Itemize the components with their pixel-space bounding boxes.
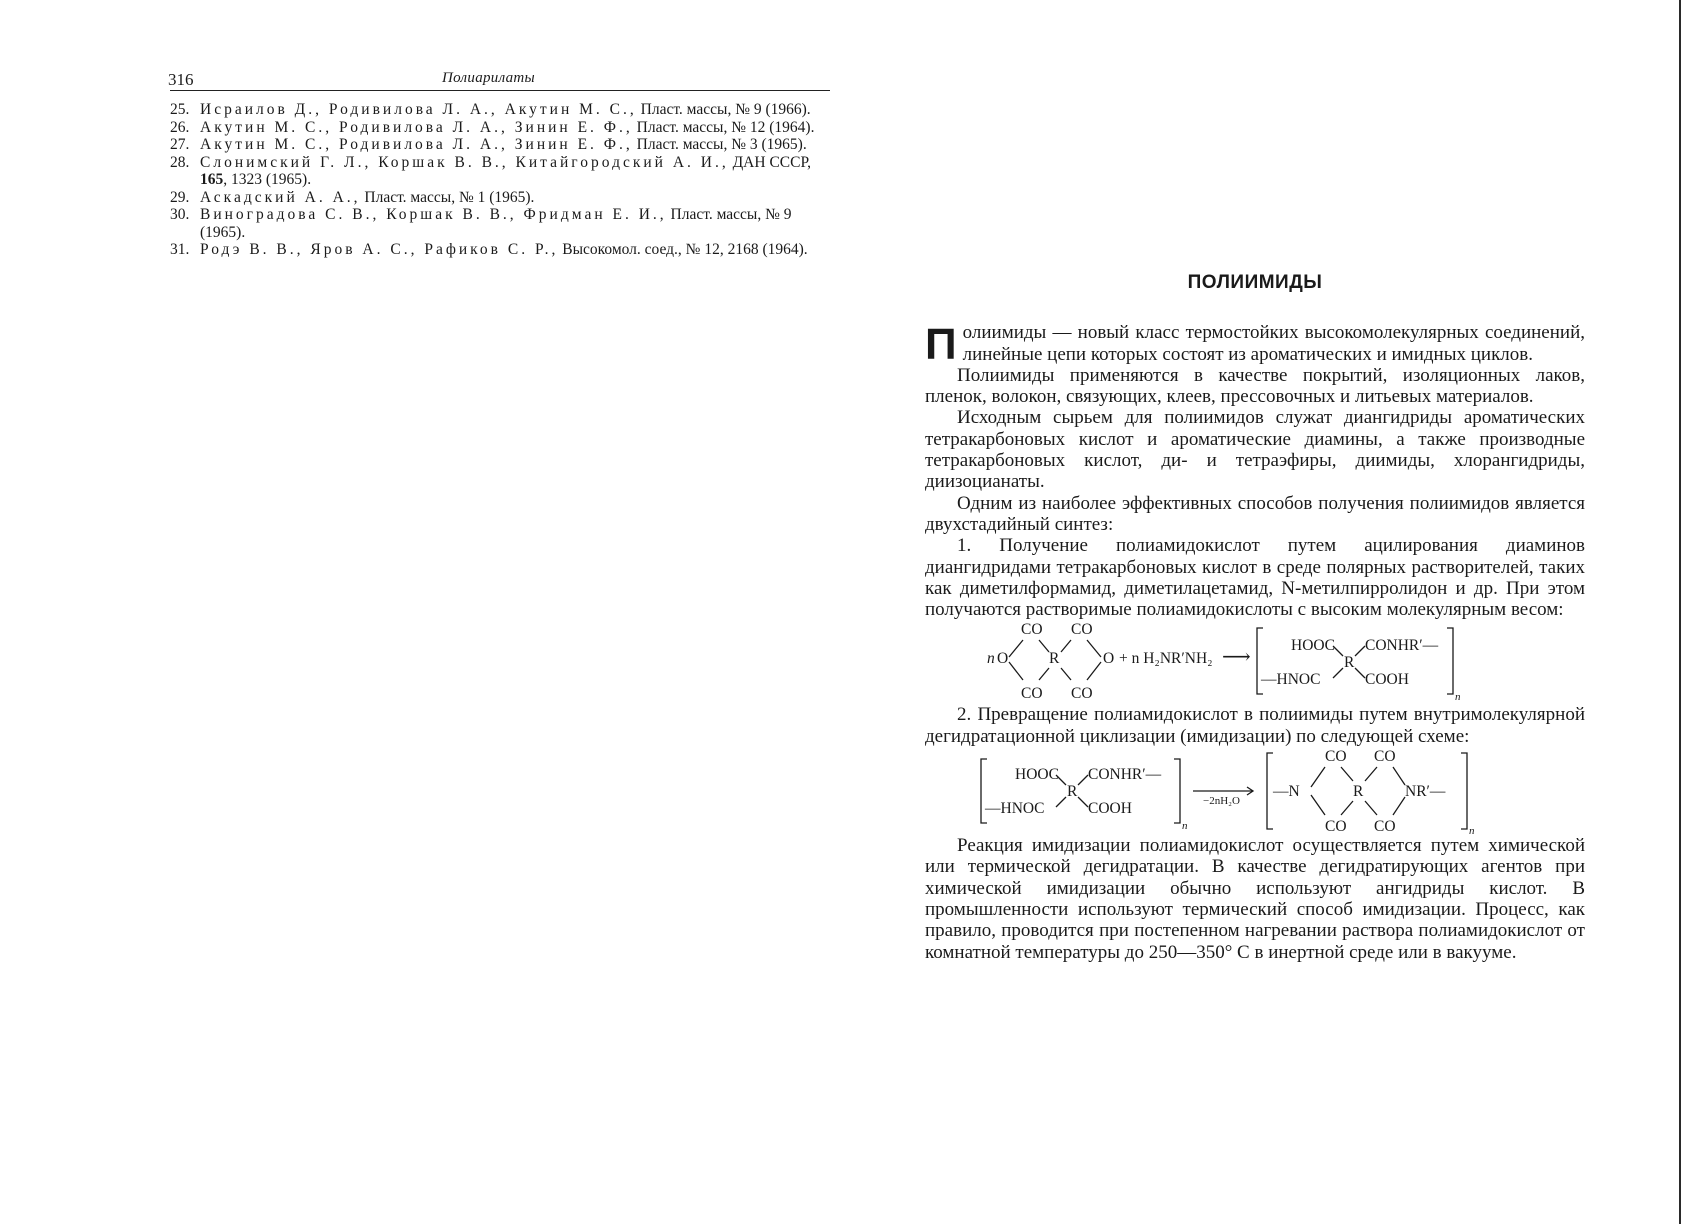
reference-details: Высокомол. соед., № 12, 2168 (1964). [558, 241, 808, 258]
reference-source: ДАН СССР, [728, 153, 812, 171]
reference-item [170, 241, 830, 259]
reference-number: 30. [170, 206, 190, 223]
paragraph-step-one: 1. Получение полиамидокислот путем ацилирования диаминов диангидридами тетракарбоновых кислот в среде полярных растворителей, таких как диметилформамид, диметилацетамид, N-метилпирролидон и др. При этом получаются растворимые полиамидокислоты с высоким молекулярным весом: [925, 535, 1585, 621]
formula2-conhr: CONHR′— [1088, 766, 1162, 784]
formula1-o-right: O [1103, 650, 1115, 668]
formula1-co-br: CO [1071, 685, 1093, 703]
reference-item [170, 101, 830, 119]
reference-list [170, 101, 830, 259]
reference-item [170, 189, 830, 207]
formula1-r2: R [1344, 654, 1355, 672]
formula1-co-bl: CO [1021, 685, 1043, 703]
formula1-n-sub: n [1455, 691, 1461, 704]
formula2-n-sub-2: n [1469, 825, 1475, 836]
paragraph-intro-text: олиимиды — новый класс термостойких высокомолекулярных соединений, линейные цепи которых состоят из ароматических и имидных циклов. [962, 322, 1585, 365]
reference-number: 27. [170, 136, 190, 153]
formula2-n-left: —N [1273, 783, 1300, 801]
formula1-hooc: HOOC [1291, 637, 1335, 655]
reference-item [170, 206, 830, 241]
paragraph-applications: Полиимиды применяются в качестве покрытий, изоляционных лаков, пленок, волокон, связующих, клеев, прессовочных и литьевых материалов. [925, 364, 1585, 408]
reference-item [170, 119, 830, 137]
formula1-co-tl: CO [1021, 621, 1043, 639]
reference-authors: Слонимский Г. Л., Коршак В. В., Китайгородский А. И., [200, 153, 729, 171]
reference-item [170, 136, 830, 154]
paragraph-step-two: 2. Превращение полиамидокислот в полиимиды путем внутримолекулярной дегидратационной циклизации (имидизации) по следующей схеме: [925, 704, 1585, 747]
formula2-r2: R [1353, 783, 1364, 801]
reference-number: 26. [170, 118, 190, 136]
reference-authors: Акутин М. С., Родивилова Л. А., Зинин Е. Ф., [200, 136, 633, 153]
reference-details: Пласт. массы, № 1 (1965). [360, 188, 535, 206]
reference-number: 28. [170, 153, 190, 171]
formula1-conhr: CONHR′— [1365, 637, 1439, 655]
paragraph-imidization: Реакция имидизации полиамидокислот осуществляется путем химической или термической дегидратации. В качестве дегидратирующих агентов при химической имидизации обычно используют ангидриды кислот. В промышленности используют термический способ имидизации. Процесс, как правило, проводится при постепенном нагревании раствора полиамидокислот от комнатной температуры до 250—350° С в инертной среде или в вакууме. [925, 835, 1585, 963]
reaction-scheme-acylation [925, 620, 1585, 704]
reference-details: Пласт. массы, № 9 (1965). [200, 206, 792, 241]
formula1-o-left: O [997, 650, 1009, 668]
right-page [925, 272, 1585, 963]
reference-authors: Родэ В. В., Яров А. С., Рафиков С. Р., [200, 241, 559, 258]
formula1-diamine: + n H₂NR′NH₂ [1119, 650, 1213, 668]
page-fold-edge [1679, 0, 1681, 1224]
reference-details: , 1323 (1965). [223, 171, 312, 188]
formula1-arrow: ⟶ [1222, 646, 1251, 669]
page-number: 316 [168, 70, 194, 89]
formula2-hnoc: —HNOC [985, 800, 1045, 818]
formula1-co-tr: CO [1071, 621, 1093, 639]
formula2-bracket-1-right [1174, 759, 1180, 823]
formula2-n-right: NR′— [1405, 783, 1446, 801]
reference-details: Пласт. массы, № 12 (1964). [632, 118, 815, 136]
formula2-n-sub-1: n [1182, 820, 1188, 833]
reference-details: Пласт. массы, № 3 (1965). [632, 136, 807, 153]
formula2-co-tr: CO [1374, 748, 1396, 766]
reference-authors: Исраилов Д., Родивилова Л. А., Акутин М. С., [200, 101, 637, 118]
paragraph-raw-materials: Исходным сырьем для полиимидов служат диангидриды ароматических тетракарбоновых кислот и ароматические диамины, а также производные тетракарбоновых кислот, ди- и тетраэфиры, диимиды, хлорангидриды, диизоцианаты. [925, 407, 1585, 493]
reference-details: Пласт. массы, № 9 (1966). [636, 101, 811, 118]
formula2-co-bl: CO [1325, 818, 1347, 836]
paragraph-intro [925, 320, 1585, 370]
reference-number: 31. [170, 241, 190, 258]
formula2-bracket-2-right [1461, 753, 1467, 829]
left-page [170, 68, 830, 259]
reference-authors: Аскадский А. А., [200, 188, 361, 206]
formula1-bracket-right [1447, 628, 1453, 694]
reference-authors: Виноградова С. В., Коршак В. В., Фридман Е. И., [200, 206, 667, 223]
formula1-cooh: COOH [1365, 671, 1409, 689]
formula2-hooc: HOOC [1015, 766, 1059, 784]
formula2-r: R [1067, 783, 1078, 801]
formula1-n: n [987, 650, 995, 668]
formula1-r: R [1049, 650, 1060, 668]
reference-item [170, 154, 830, 189]
reaction-scheme-imidization [925, 747, 1585, 835]
reference-authors: Акутин М. С., Родивилова Л. А., Зинин Е. Ф., [200, 118, 633, 136]
reference-number: 25. [170, 101, 190, 118]
formula2-co-tl: CO [1325, 748, 1347, 766]
reference-volume: 165 [200, 171, 224, 188]
formula1-hnoc: —HNOC [1261, 671, 1321, 689]
drop-cap: П [925, 320, 957, 370]
formula2-cooh: COOH [1088, 800, 1132, 818]
chapter-title: ПОЛИИМИДЫ [1187, 272, 1323, 293]
reference-number: 29. [170, 188, 190, 206]
paragraph-synthesis: Одним из наиболее эффективных способов получения полиимидов является двухстадийный синтез: [925, 492, 1585, 535]
formula2-co-br: CO [1374, 818, 1396, 836]
formula2-arrow-label: −2nH₂O [1203, 795, 1240, 808]
running-title: Полиарилаты [442, 70, 536, 86]
running-head [170, 68, 830, 91]
